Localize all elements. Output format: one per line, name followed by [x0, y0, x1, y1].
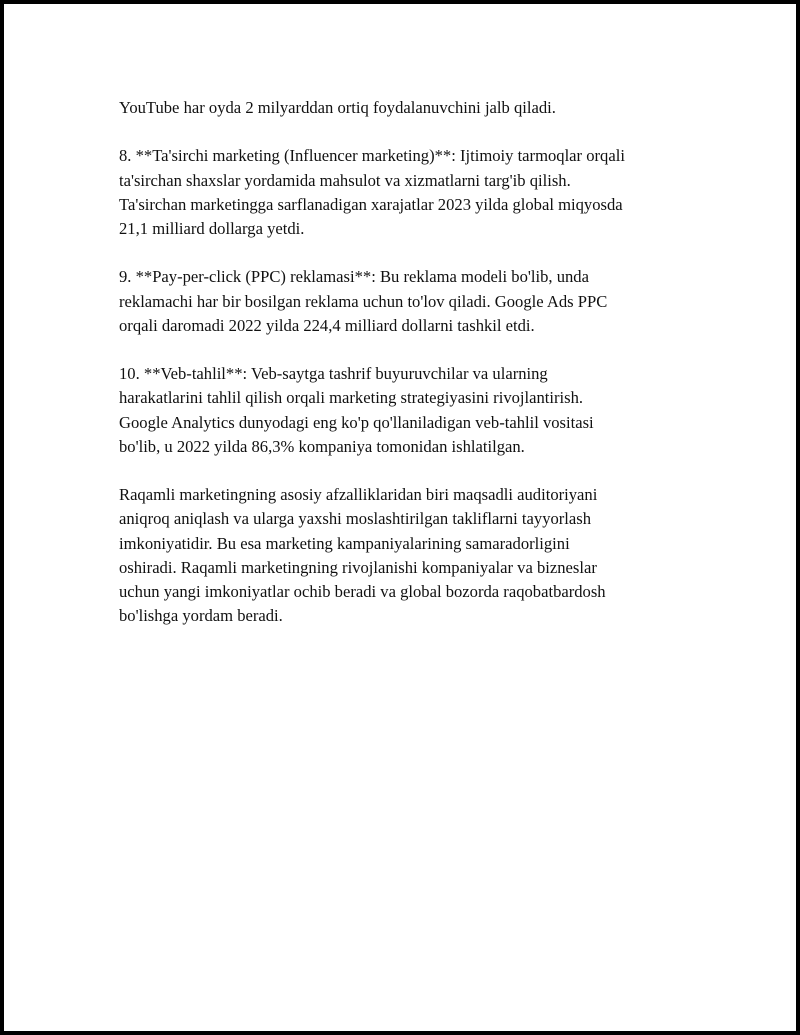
text-line: bo'lishga yordam beradi.: [119, 606, 283, 626]
text-line: 21,1 milliard dollarga yetdi.: [119, 219, 305, 238]
paragraph-conclusion: [119, 483, 709, 628]
paragraph-influencer-marketing: [119, 144, 709, 241]
text-line: reklamachi har bir bosilgan reklama uchun to'lov qiladi. Google Ads PPC: [119, 291, 608, 311]
text-line: oshiradi. Raqamli marketingning rivojlanishi kompaniyalar va bizneslar: [119, 557, 597, 577]
text-line: orqali daromadi 2022 yilda 224,4 milliard dollarni tashkil etdi.: [119, 315, 535, 335]
paragraph-youtube-stat: [119, 96, 709, 120]
document-body: [119, 96, 709, 653]
text-line: aniqroq aniqlash va ularga yaxshi moslashtirilgan takliflarni tayyorlash: [119, 509, 592, 529]
text-line: uchun yangi imkoniyatlar ochib beradi va global bozorda raqobatbardosh: [119, 582, 606, 601]
text-line: Raqamli marketingning asosiy afzalliklaridan biri maqsadli auditoriyani: [119, 485, 598, 505]
text-line: bo'lib, u 2022 yilda 86,3% kompaniya tomonidan ishlatilgan.: [119, 436, 525, 456]
paragraph-web-analytics: [119, 362, 709, 459]
text-line: imkoniyatidir. Bu esa marketing kampaniyalarining samaradorligini: [119, 533, 570, 553]
text-line: Ta'sirchan marketingga sarflanadigan xarajatlar 2023 yilda global miqyosda: [119, 194, 623, 214]
text-line: 9. **Pay-per-click (PPC) reklamasi**: Bu reklama modeli bo'lib, unda: [119, 267, 589, 287]
text-line: 8. **Ta'sirchi marketing (Influencer marketing)**: Ijtimoiy tarmoqlar orqali: [119, 146, 625, 166]
text-line: YouTube har oyda 2 milyarddan ortiq foydalanuvchini jalb qiladi.: [119, 98, 556, 117]
paragraph-ppc-advertising: [119, 265, 709, 338]
text-line: ta'sirchan shaxslar yordamida mahsulot va xizmatlarni targ'ib qilish.: [119, 170, 571, 190]
text-line: 10. **Veb-tahlil**: Veb-saytga tashrif buyuruvchilar va ularning: [119, 364, 548, 384]
text-line: harakatlarini tahlil qilish orqali marketing strategiyasini rivojlantirish.: [119, 388, 584, 408]
text-line: Google Analytics dunyodagi eng ko'p qo'llaniladigan veb-tahlil vositasi: [119, 412, 594, 432]
